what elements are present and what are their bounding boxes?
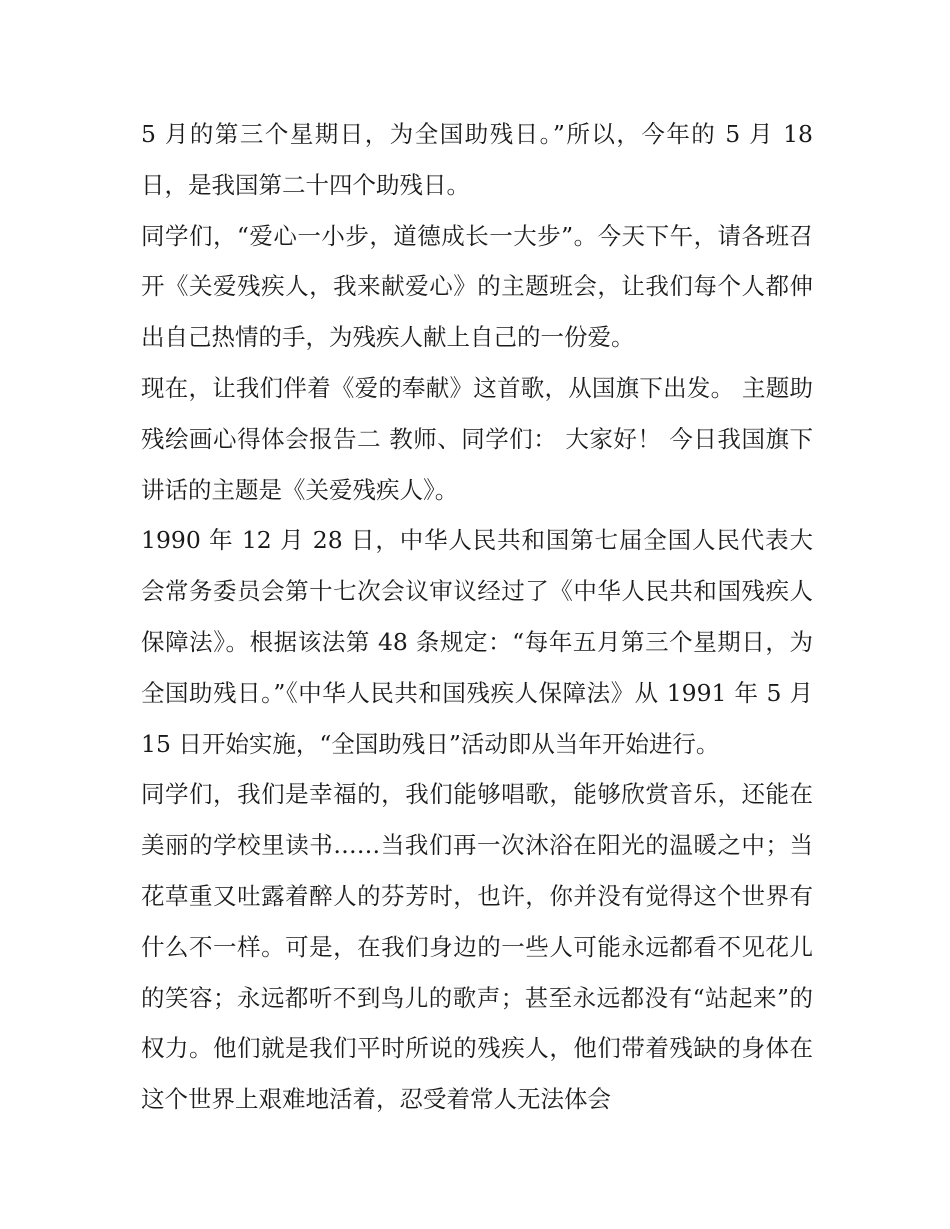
paragraph-4: 1990 年 12 月 28 日，中华人民共和国第七届全国人民代表大会常务委员会第十七次会议审议经过了《中华人民共和国残疾人保障法》。根据该法第 48 条规定：“每年五月第三个星期日，为全国助残日。”《中华人民共和国残疾人保障法》从 1991 年 5 月 15 日开始实施，“全国助残日”活动即从当年开始进行。 bbox=[141, 526, 813, 758]
paragraph-2: 同学们，“爱心一小步，道德成长一大步”。今天下午，请各班召开《关爱残疾人，我来献爱心》的主题班会，让我们每个人都伸出自己热情的手，为残疾人献上自己的一份爱。 bbox=[141, 221, 813, 352]
document-body bbox=[141, 109, 813, 1125]
paragraph-1: 5 月的第三个星期日，为全国助残日。”所以，今年的 5 月 18 日，是我国第二十四个助残日。 bbox=[141, 120, 813, 199]
paragraph-5: 同学们，我们是幸福的，我们能够唱歌，能够欣赏音乐，还能在美丽的学校里读书……当我们再一次沐浴在阳光的温暖之中；当花草重又吐露着醉人的芬芳时，也许，你并没有觉得这个世界有什么不一样。可是，在我们身边的一些人可能永远都看不见花儿的笑容；永远都听不到鸟儿的歌声；甚至永远都没有“站起来”的权力。他们就是我们平时所说的残疾人，他们带着残缺的身体在这个世界上艰难地活着，忍受着常人无法体会 bbox=[141, 780, 813, 1114]
paragraph-3: 现在，让我们伴着《爱的奉献》这首歌，从国旗下出发。 主题助残绘画心得体会报告二 教师、同学们： 大家好！ 今日我国旗下讲话的主题是《关爱残疾人》。 bbox=[141, 373, 813, 504]
